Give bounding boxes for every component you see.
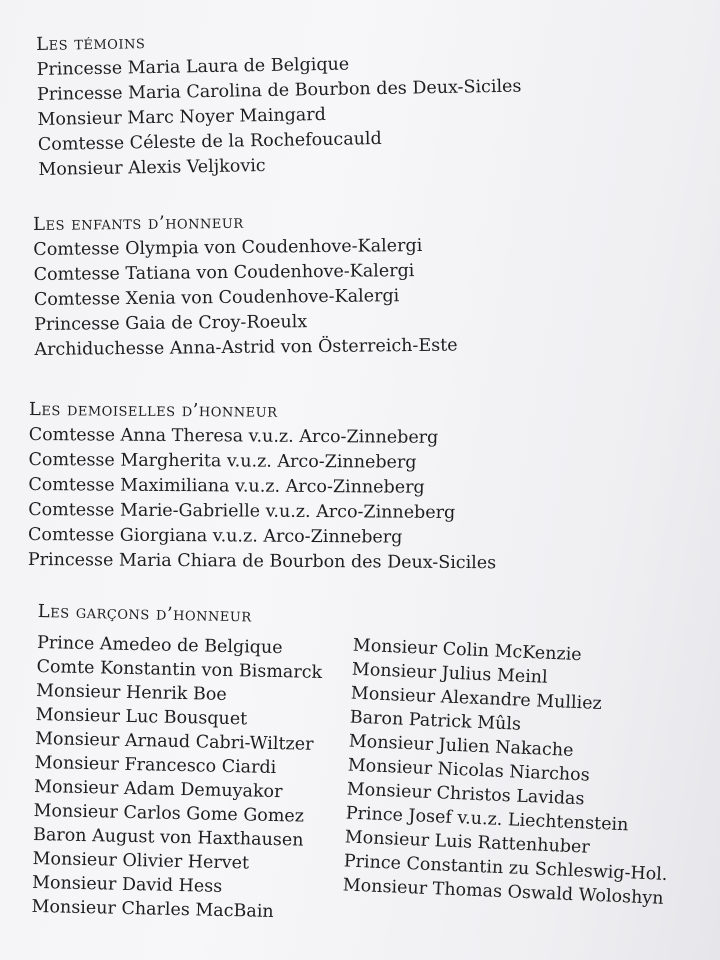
section-enfants-d-honneur [33,210,458,363]
name-entry: Monsieur Olivier Hervet [32,848,250,874]
name-entry: Prince Constantin zu Schleswig-Hol. [343,851,668,885]
name-entry: Monsieur Marc Noyer Maingard [37,104,327,130]
name-entry: Princesse Maria Carolina de Bourbon des Deux-Siciles [36,76,522,105]
section-heading: Les témoins [36,32,146,55]
name-entry: Baron August von Haxthausen [32,824,304,851]
name-entry: Monsieur Julius Meinl [351,659,549,688]
name-entry: Comtesse Céleste de la Rochefoucauld [37,128,382,155]
name-entry: Monsieur David Hess [31,872,223,897]
section-heading: Les demoiselles d’honneur [28,399,278,422]
names-column-right [342,634,677,911]
name-entry: Monsieur Francesco Ciardi [34,752,277,779]
section-garcons-d-honneur [31,601,668,923]
name-entry: Comtesse Giorgiana v.u.z. Arco-Zinneberg [27,524,403,548]
name-entry: Prince Josef v.u.z. Liechtenstein [345,803,629,836]
name-entry: Comtesse Olympia von Coudenhove-Kalergi [33,235,423,260]
section-heading: Les enfants d’honneur [33,211,244,235]
name-entry: Comte Konstantin von Bismarck [36,656,323,683]
name-entry: Comtesse Maximiliana v.u.z. Arco-Zinneberg [28,474,425,498]
name-entry: Monsieur Luis Rattenhuber [344,827,591,858]
name-entry: Monsieur Carlos Gome Gomez [33,800,305,827]
name-entry: Monsieur Charles MacBain [31,896,274,923]
name-entry: Monsieur Thomas Oswald Woloshyn [342,875,664,909]
name-entry: Monsieur Luc Bousquet [35,704,248,730]
name-entry: Comtesse Tatiana von Coudenhove-Kalergi [33,261,415,285]
name-entry: Comtesse Marie-Gabrielle v.u.z. Arco-Zinneberg [28,499,456,523]
name-entry: Monsieur Alexandre Mulliez [350,683,603,715]
name-entry: Archiduchesse Anna-Astrid von Österreich-Este [34,335,458,360]
name-entry: Prince Amedeo de Belgique [36,632,283,659]
name-entry: Princesse Gaia de Croy-Roeulx [34,312,308,335]
name-entry: Comtesse Anna Theresa v.u.z. Arco-Zinneberg [28,424,439,448]
section-demoiselles-d-honneur [28,399,498,576]
name-entry: Princesse Maria Chiara de Bourbon des Deux-Siciles [27,549,497,574]
name-entry: Baron Patrick Mûls [349,707,522,735]
name-entry: Monsieur Colin McKenzie [352,635,583,666]
name-entry: Monsieur Henrik Boe [35,680,227,705]
name-entry: Monsieur Christos Lavidas [346,779,585,810]
name-entry: Princesse Maria Laura de Belgique [36,54,350,80]
name-entry: Monsieur Alexis Veljkovic [38,156,266,180]
section-heading: Les garçons d’honneur [37,601,252,627]
name-entry: Comtesse Xenia von Coudenhove-Kalergi [33,286,400,310]
section-temoins [36,26,523,183]
name-entry: Monsieur Julien Nakache [348,731,574,761]
name-entry: Comtesse Margherita v.u.z. Arco-Zinneberg [28,449,417,473]
names-column-left [31,631,323,925]
name-entry: Monsieur Arnaud Cabri-Wiltzer [34,728,314,755]
name-entry: Monsieur Adam Demuyakor [33,776,283,803]
name-entry: Monsieur Nicolas Niarchos [347,755,591,786]
